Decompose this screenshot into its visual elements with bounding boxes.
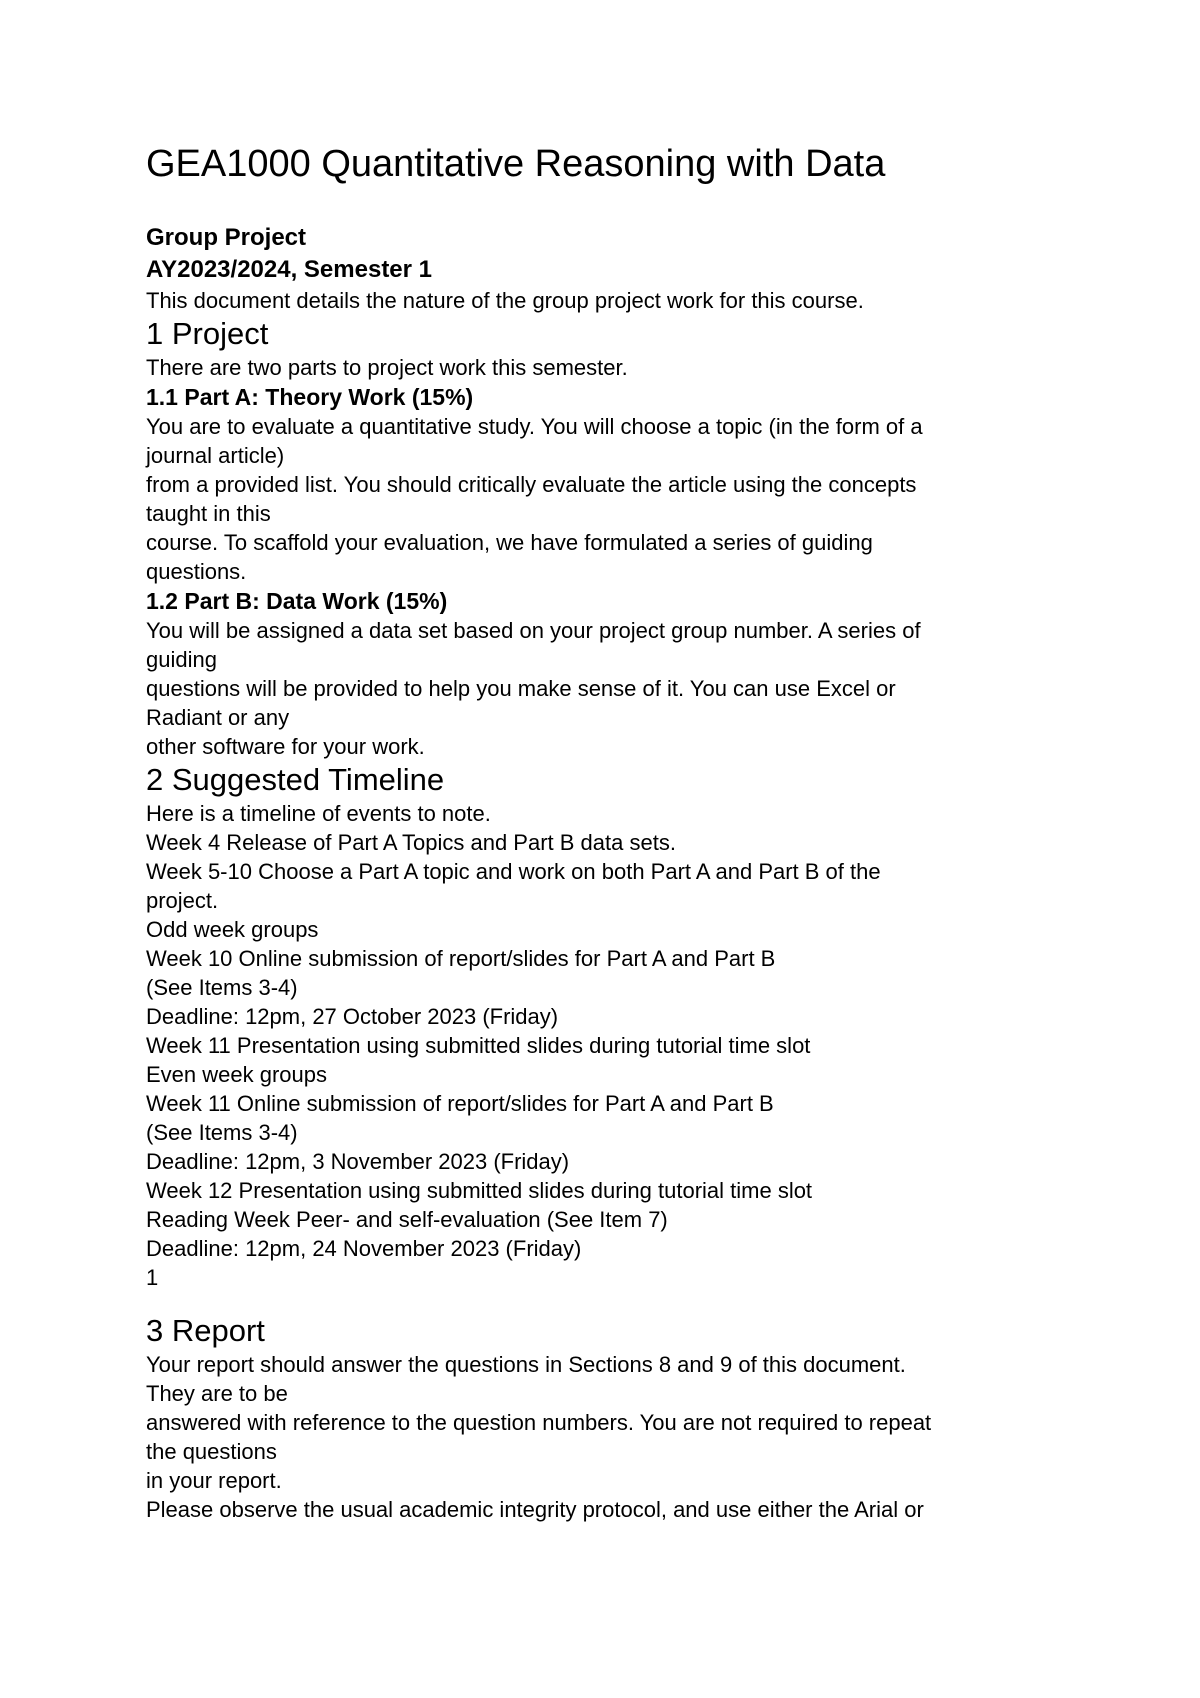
page-number: 1 [146, 1265, 159, 1290]
timeline-line: Deadline: 12pm, 3 November 2023 (Friday) [146, 1149, 570, 1174]
report-line: They are to be [146, 1381, 288, 1406]
timeline-line: Week 12 Presentation using submitted slides during tutorial time slot [146, 1178, 813, 1203]
timeline-line: (See Items 3-4) [146, 1120, 298, 1145]
intro-text: This document details the nature of the group project work for this course. [146, 288, 864, 313]
section-2-heading: 2 Suggested Timeline [146, 762, 445, 797]
page-break-gap [146, 1292, 1076, 1312]
part-b-line: You will be assigned a data set based on your project group number. A series of [146, 618, 921, 643]
part-a-line: journal article) [146, 443, 285, 468]
timeline-line: Week 11 Presentation using submitted slides during tutorial time slot [146, 1033, 811, 1058]
timeline-line: Reading Week Peer- and self-evaluation (See Item 7) [146, 1207, 668, 1232]
timeline-line: Week 5-10 Choose a Part A topic and work on both Part A and Part B of the [146, 859, 881, 884]
document-page [146, 140, 1076, 1524]
part-b-line: other software for your work. [146, 734, 425, 759]
part-b-heading: 1.2 Part B: Data Work (15%) [146, 588, 448, 614]
part-a-line: You are to evaluate a quantitative study. You will choose a topic (in the form of a [146, 414, 923, 439]
document-title: GEA1000 Quantitative Reasoning with Data [146, 143, 886, 185]
report-line: the questions [146, 1439, 277, 1464]
section-3-heading: 3 Report [146, 1313, 265, 1348]
report-line: Your report should answer the questions in Sections 8 and 9 of this document. [146, 1352, 906, 1377]
part-a-line: questions. [146, 559, 247, 584]
document-term: AY2023/2024, Semester 1 [146, 256, 433, 283]
timeline-line: Here is a timeline of events to note. [146, 801, 491, 826]
timeline-line: project. [146, 888, 219, 913]
part-b-line: Radiant or any [146, 705, 290, 730]
timeline-line: Week 10 Online submission of report/slides for Part A and Part B [146, 946, 776, 971]
timeline-line: Odd week groups [146, 917, 319, 942]
timeline-line: Even week groups [146, 1062, 327, 1087]
timeline-line: Deadline: 12pm, 27 October 2023 (Friday) [146, 1004, 559, 1029]
document-subtitle: Group Project [146, 224, 307, 251]
timeline-line: Week 11 Online submission of report/slides for Part A and Part B [146, 1091, 774, 1116]
part-b-line: questions will be provided to help you make sense of it. You can use Excel or [146, 676, 896, 701]
part-a-line: course. To scaffold your evaluation, we have formulated a series of guiding [146, 530, 873, 555]
report-line: answered with reference to the question numbers. You are not required to repeat [146, 1410, 932, 1435]
timeline-line: Week 4 Release of Part A Topics and Part B data sets. [146, 830, 676, 855]
part-a-heading: 1.1 Part A: Theory Work (15%) [146, 384, 474, 410]
timeline-line: Deadline: 12pm, 24 November 2023 (Friday) [146, 1236, 582, 1261]
section-1-heading: 1 Project [146, 316, 269, 351]
report-line: Please observe the usual academic integrity protocol, and use either the Arial or [146, 1497, 924, 1522]
section-1-text: There are two parts to project work this semester. [146, 355, 628, 380]
report-line: in your report. [146, 1468, 282, 1493]
timeline-line: (See Items 3-4) [146, 975, 298, 1000]
part-a-line: from a provided list. You should critically evaluate the article using the concepts [146, 472, 917, 497]
part-a-line: taught in this [146, 501, 271, 526]
part-b-line: guiding [146, 647, 217, 672]
